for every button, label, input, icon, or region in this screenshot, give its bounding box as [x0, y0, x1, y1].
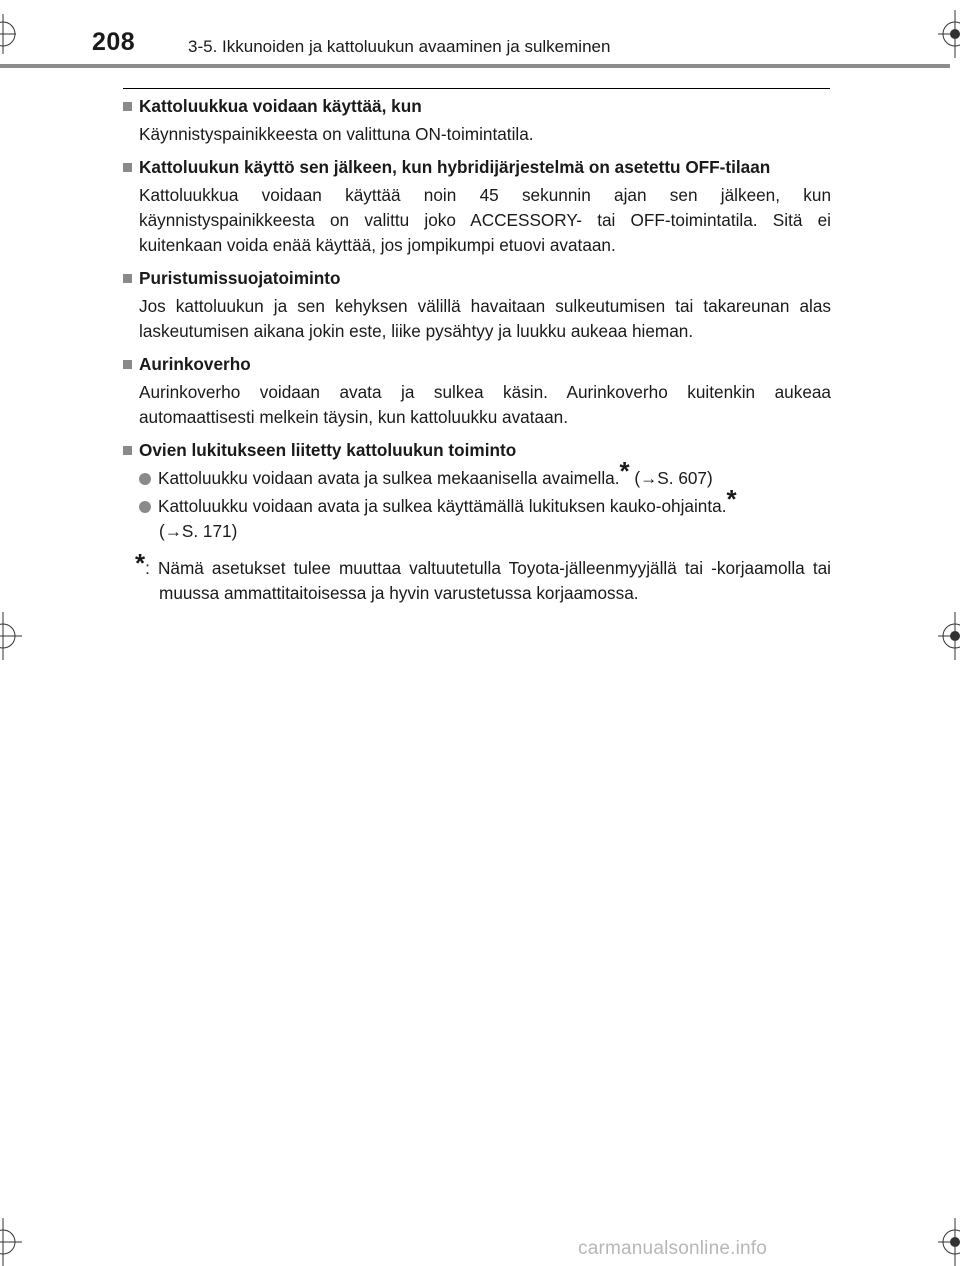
square-bullet-icon [123, 446, 132, 455]
page-content [123, 94, 831, 606]
section-body: Aurinkoverho voidaan avata ja sulkea käsin. Aurinkoverho kuitenkin aukeaa automaattisesti melkein täysin, kun kattoluukku avataan. [139, 382, 831, 427]
list-item: Kattoluukku voidaan avata ja sulkea käyttämällä lukituksen kauko-ohjainta.* (→S. 171) [139, 494, 831, 544]
section-heading: Puristumissuojatoiminto [123, 266, 831, 291]
section-body: Käynnistyspainikkeesta on valittuna ON-toimintatila. [139, 124, 534, 144]
footnote-marker: * [726, 484, 737, 514]
circle-bullet-icon [139, 501, 151, 513]
footnote: *: Nämä asetukset tulee muuttaa valtuutetulla Toyota-jälleenmyyjällä tai -korjaamolla tai muussa ammattitaitoisessa ja hyvin varustetussa korjaamossa. [135, 548, 831, 603]
header-rule [0, 64, 950, 68]
chapter-title: 3-5. Ikkunoiden ja kattoluukun avaaminen ja sulkeminen [188, 37, 611, 56]
square-bullet-icon [123, 360, 132, 369]
page-reference[interactable]: (→S. 171) [159, 521, 238, 541]
square-bullet-icon [123, 102, 132, 111]
square-bullet-icon [123, 163, 132, 172]
section-heading: Aurinkoverho [123, 352, 831, 377]
footnote-marker: * [135, 548, 146, 578]
circle-bullet-icon [139, 473, 151, 485]
section-heading: Kattoluukun käyttö sen jälkeen, kun hybridijärjestelmä on asetettu OFF-tilaan [123, 155, 831, 180]
page-reference[interactable]: (→S. 607) [634, 468, 713, 488]
crop-mark-top-right [928, 10, 960, 58]
footnote-marker: * [619, 456, 630, 486]
section-heading: Ovien lukitukseen liitetty kattoluukun toiminto [123, 438, 831, 463]
section-body: Jos kattoluukun ja sen kehyksen välillä havaitaan sulkeutumisen tai takareunan alas laskeutumisen aikana jokin este, liike pysähtyy ja luukku aukeaa hieman. [139, 296, 831, 341]
section-heading: Kattoluukkua voidaan käyttää, kun [123, 94, 831, 119]
section-rule [123, 88, 830, 89]
square-bullet-icon [123, 274, 132, 283]
crop-mark-mid-left [0, 612, 32, 660]
crop-mark-bottom-left [0, 1218, 40, 1266]
page-number: 208 [92, 28, 136, 56]
list-item: Kattoluukku voidaan avata ja sulkea mekaanisella avaimella.* (→S. 607) [139, 466, 831, 491]
crop-mark-bottom-right [928, 1218, 960, 1266]
watermark: carmanualsonline.info [578, 1238, 768, 1259]
crop-mark-mid-right [928, 612, 960, 660]
section-body: Kattoluukkua voidaan käyttää noin 45 sekunnin ajan sen jälkeen, kun käynnistyspainikkeesta on valittu joko ACCESSORY- tai OFF-toimintatila. Sitä ei kuitenkaan voida enää käyttää, jos jompikumpi etuovi avataan. [139, 185, 831, 255]
crop-mark-top-left [0, 14, 40, 54]
